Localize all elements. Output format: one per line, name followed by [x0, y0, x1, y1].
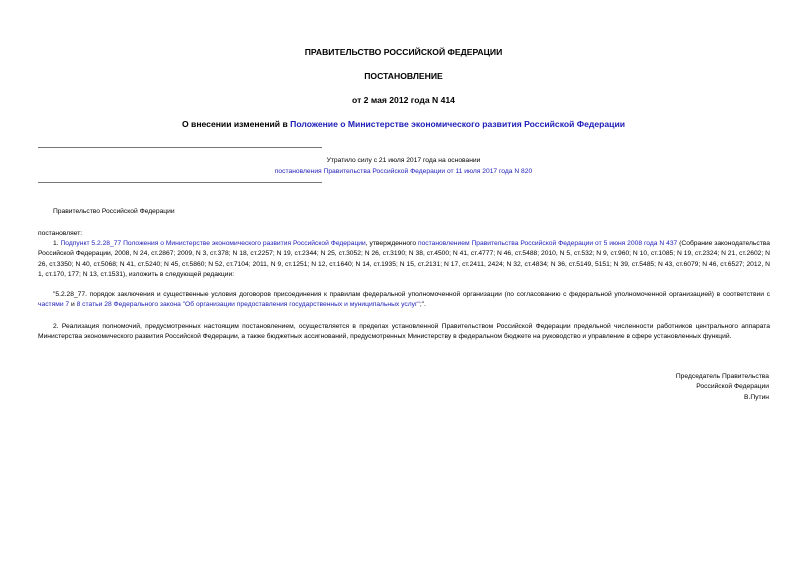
quote-text: "5.2.28_77. порядок заключения и существенные условия договоров присоединения к правилам федеральной уполномоченной организации (по согласованию с федеральной уполномоченной организацией) в соответствии с — [53, 291, 770, 298]
document-title — [0, 119, 807, 129]
item-1-text: , утвержденного — [365, 240, 418, 247]
divider-top — [38, 147, 322, 148]
divider-bottom — [38, 182, 322, 183]
signature-block — [469, 372, 769, 403]
quote-paragraph — [38, 290, 770, 311]
item-1-text-tail: (Собрание законодательства Российской Федерации, 2008, N 24, ст.2867; 2009, N 3, ст.378; N 18, ст.2257; N 19, ст.2344; N 25, ст.3052; N 26, ст.3190; N 38, ст.4500; N 41, ст.4777; N 46, ст.5488; 2010, N 5, ст.532; N 9, ст.960; N 10, ст.1085; N 19, ст.2324; N 21, ст.2602; N 26, ст.3350; N 40, ст.5068; N 41, ст.5240; N 45, ст.5860; N 52, ст.7104; 2011, N 9, ст.1251; N 12, ст.1640; N 14, ст.1935; N 15, ст.2131; N 17, ст.2411, 2424; N 32, ст.4834; N 36, ст.5149, 5151; N 39, ст.5485; N 43, ст.6079; N 46, ст.6527; 2012, N 1, ст.170, 177; N 13, ст.1531), изложить в следующей редакции: — [38, 240, 770, 278]
quote-text-and: и — [69, 301, 77, 309]
government-name: Правительство Российской Федерации — [53, 208, 175, 215]
status-link[interactable]: постановления Правительства Российской Федерации от 11 июля 2017 года N 820 — [274, 167, 533, 175]
item-1-link-subclause[interactable]: Подпункт 5.2.28_77 Положения о Министерстве экономического развития Российской Федерации — [60, 240, 366, 247]
postanovlyaet-text: постановляет: — [38, 230, 83, 237]
item-1-link-resolution[interactable]: постановлением Правительства Российской Федерации от 5 июня 2008 года N 437 — [417, 240, 678, 247]
signature-name: В.Путин — [744, 393, 769, 401]
quote-text-end: ;". — [419, 301, 426, 309]
government-heading: ПРАВИТЕЛЬСТВО РОССИЙСКОЙ ФЕДЕРАЦИИ — [304, 47, 503, 57]
status-note — [0, 156, 807, 177]
title-prefix: О внесении изменений в — [181, 119, 291, 129]
quote-link-law[interactable]: 8 статьи 28 Федерального закона "Об организации предоставления государственных и муниципальных услуг" — [76, 301, 420, 309]
item-1-paragraph — [38, 239, 770, 280]
item-1-number: 1. — [53, 240, 61, 247]
title-link[interactable]: Положение о Министерстве экономического развития Российской Федерации — [290, 119, 626, 129]
status-line: Утратило силу с 21 июля 2017 года на основании — [326, 157, 481, 164]
signature-country: Российской Федерации — [696, 383, 769, 391]
quote-link-parts[interactable]: частями 7 — [38, 301, 70, 309]
signature-position: Председатель Правительства — [675, 373, 769, 380]
document-date-number: от 2 мая 2012 года N 414 — [352, 95, 455, 105]
document-type-heading: ПОСТАНОВЛЕНИЕ — [364, 71, 443, 81]
item-2-paragraph: 2. Реализация полномочий, предусмотренных настоящим постановлением, осуществляется в пределах установленной Правительством Российской Федерации предельной численности работников центрального аппарата Министерства экономического развития Российской Федерации, а также бюджетных ассигнований, предусмотренных Министерству в федеральном бюджете на руководство и управление в сфере установленных функций. — [38, 323, 770, 341]
